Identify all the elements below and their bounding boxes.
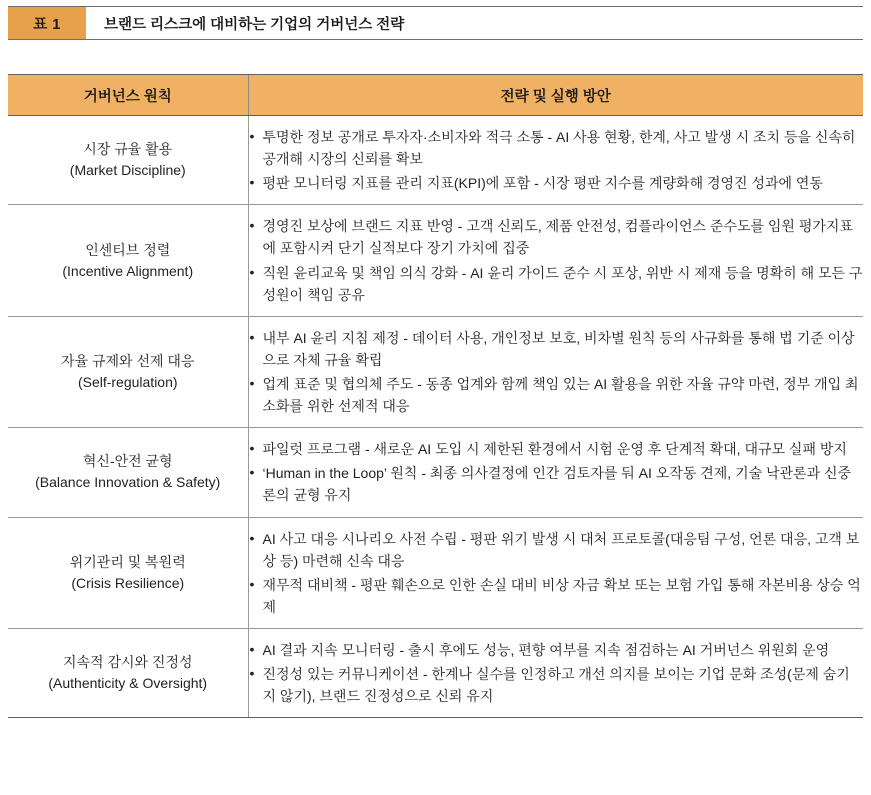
principle-name-ko: 시장 규율 활용 bbox=[83, 141, 173, 158]
list-item: • 업계 표준 및 협의체 주도 - 동종 업계와 함께 책임 있는 AI 활용을 위한 자율 규약 마련, 정부 개입 최소화를 위한 선제적 대응 bbox=[249, 373, 864, 417]
table-header-row bbox=[8, 75, 863, 116]
list-item: • 투명한 정보 공개로 투자자·소비자와 적극 소통 - AI 사용 현황, 한계, 사고 발생 시 조치 등을 신속히 공개해 시장의 신뢰를 확보 bbox=[249, 126, 864, 170]
list-item: • ‘Human in the Loop’ 원칙 - 최종 의사결정에 인간 검토자를 둬 AI 오작동 견제, 기술 낙관론과 신중론의 균형 유지 bbox=[249, 462, 864, 506]
governance-strategy-table bbox=[8, 74, 863, 718]
principle-cell bbox=[8, 205, 248, 316]
table-header bbox=[8, 75, 863, 116]
strategy-cell bbox=[248, 116, 863, 205]
principle-name-ko: 지속적 감시와 진정성 bbox=[63, 654, 193, 671]
list-item: • AI 결과 지속 모니터링 - 출시 후에도 성능, 편향 여부를 지속 점검하는 AI 거버넌스 위원회 운영 bbox=[249, 639, 864, 661]
principle-cell bbox=[8, 628, 248, 717]
list-item: • 직원 윤리교육 및 책임 의식 강화 - AI 윤리 가이드 준수 시 포상, 위반 시 제재 등을 명확히 해 모든 구성원이 책임 공유 bbox=[249, 262, 864, 306]
principle-name-ko: 자율 규제와 선제 대응 bbox=[61, 352, 195, 369]
table-row bbox=[8, 517, 863, 628]
table-number-badge: 표 1 bbox=[8, 7, 86, 39]
principle-cell bbox=[8, 316, 248, 427]
governance-table-wrapper bbox=[8, 74, 863, 718]
principle-name-en: (Balance Innovation & Safety) bbox=[35, 474, 221, 491]
strategy-bullet-list bbox=[249, 126, 864, 194]
principle-name-en: (Authenticity & Oversight) bbox=[48, 675, 208, 692]
strategy-cell bbox=[248, 428, 863, 517]
table-caption-title: 브랜드 리스크에 대비하는 기업의 거버넌스 전략 bbox=[104, 16, 405, 33]
principle-name-en: (Market Discipline) bbox=[69, 162, 186, 179]
strategy-bullet-list bbox=[249, 438, 864, 506]
principle-cell bbox=[8, 116, 248, 205]
strategy-bullet-list bbox=[249, 528, 864, 618]
list-item: • 진정성 있는 커뮤니케이션 - 한계나 실수를 인정하고 개선 의지를 보이는 기업 문화 조성(문제 숨기지 않기), 브랜드 진정성으로 신뢰 유지 bbox=[249, 663, 864, 707]
table-body bbox=[8, 116, 863, 718]
list-item: • 경영진 보상에 브랜드 지표 반영 - 고객 신뢰도, 제품 안전성, 컴플라이언스 준수도를 임원 평가지표에 포함시켜 단기 실적보다 장기 가치에 집중 bbox=[249, 215, 864, 259]
strategy-bullet-list bbox=[249, 215, 864, 305]
list-item: • 평판 모니터링 지표를 관리 지표(KPI)에 포함 - 시장 평판 지수를 계량화해 경영진 성과에 연동 bbox=[249, 172, 864, 194]
strategy-cell bbox=[248, 205, 863, 316]
table-row bbox=[8, 316, 863, 427]
table-row bbox=[8, 628, 863, 717]
strategy-cell bbox=[248, 517, 863, 628]
principle-cell bbox=[8, 428, 248, 517]
strategy-cell bbox=[248, 316, 863, 427]
principle-name-ko: 위기관리 및 복원력 bbox=[69, 553, 186, 570]
principle-name-en: (Self-regulation) bbox=[77, 373, 178, 390]
list-item: • 내부 AI 윤리 지침 제정 - 데이터 사용, 개인정보 보호, 비차별 원칙 등의 사규화를 통해 법 기준 이상으로 자체 규율 확립 bbox=[249, 327, 864, 371]
table-row bbox=[8, 428, 863, 517]
list-item: • 재무적 대비책 - 평판 훼손으로 인한 손실 대비 비상 자금 확보 또는 보험 가입 통해 자본비용 상승 억제 bbox=[249, 574, 864, 618]
principle-name-en: (Crisis Resilience) bbox=[71, 574, 185, 591]
column-header-strategy: 전략 및 실행 방안 bbox=[248, 75, 863, 116]
principle-name-ko: 혁신-안전 균형 bbox=[82, 453, 173, 470]
list-item: • AI 사고 대응 시나리오 사전 수립 - 평판 위기 발생 시 대처 프로토콜(대응팀 구성, 언론 대응, 고객 보상 등) 마련해 신속 대응 bbox=[249, 528, 864, 572]
principle-name-ko: 인센티브 정렬 bbox=[85, 241, 171, 258]
column-header-principle: 거버넌스 원칙 bbox=[8, 75, 248, 116]
principle-name-en: (Incentive Alignment) bbox=[62, 262, 194, 279]
strategy-bullet-list bbox=[249, 639, 864, 707]
table-caption-bar bbox=[8, 6, 863, 40]
strategy-bullet-list bbox=[249, 327, 864, 417]
strategy-cell bbox=[248, 628, 863, 717]
list-item: • 파일럿 프로그램 - 새로운 AI 도입 시 제한된 환경에서 시험 운영 후 단계적 확대, 대규모 실패 방지 bbox=[249, 438, 864, 460]
table-row bbox=[8, 205, 863, 316]
table-row bbox=[8, 116, 863, 205]
principle-cell bbox=[8, 517, 248, 628]
